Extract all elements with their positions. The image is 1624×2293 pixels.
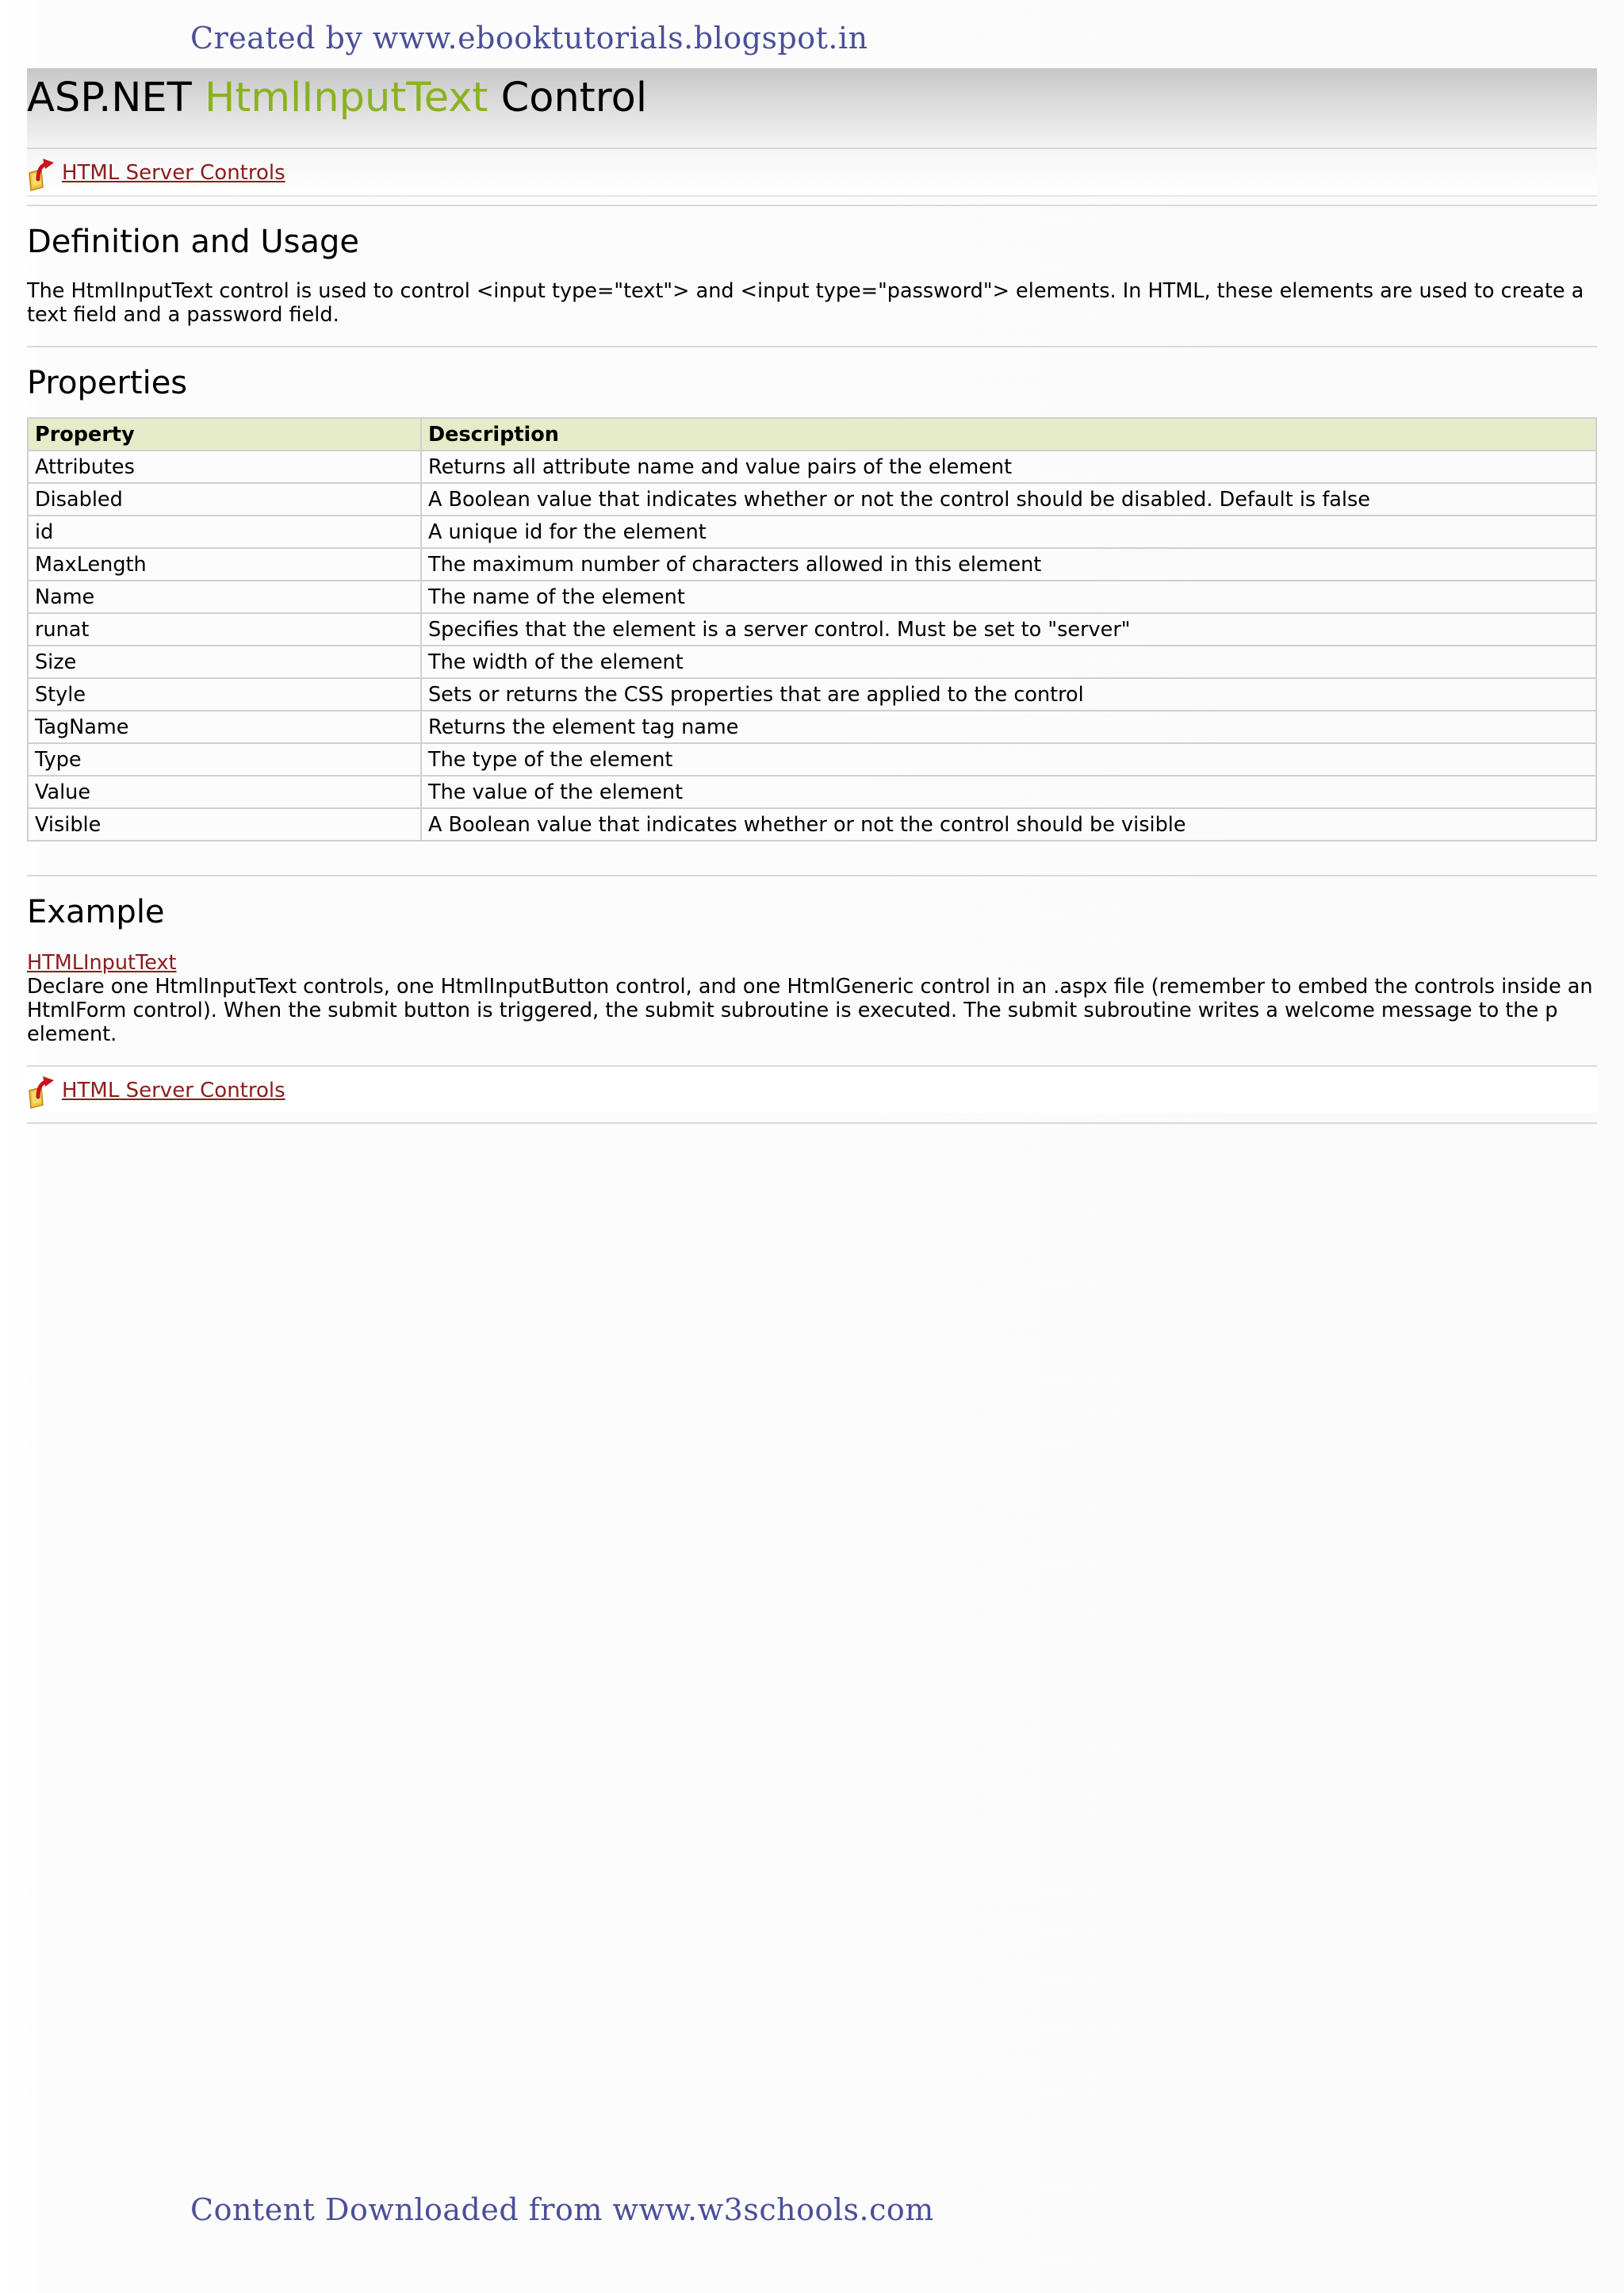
- divider: [27, 1122, 1597, 1124]
- properties-heading: Properties: [27, 365, 188, 401]
- table-row: [28, 483, 1596, 516]
- property-description: Specifies that the element is a server control. Must be set to "server": [421, 613, 1596, 646]
- title-accent: HtmlInputText: [205, 75, 488, 121]
- property-description: Sets or returns the CSS properties that are applied to the control: [421, 678, 1596, 711]
- table-row: [28, 548, 1596, 581]
- table-row: [28, 516, 1596, 548]
- properties-section: [27, 347, 1597, 842]
- table-row: [28, 743, 1596, 776]
- property-name: Disabled: [28, 483, 421, 516]
- table-row: [28, 808, 1596, 841]
- property-description: Returns all attribute name and value pairs of the element: [421, 451, 1596, 483]
- watermark-bottom: Content Downloaded from www.w3schools.com: [190, 2192, 934, 2227]
- property-description: The width of the element: [421, 646, 1596, 678]
- table-header-row: [28, 418, 1596, 451]
- watermark-top: Created by www.ebooktutorials.blogspot.in: [190, 21, 868, 56]
- nav-row-top: [27, 149, 1597, 197]
- property-name: TagName: [28, 711, 421, 743]
- property-name: Size: [28, 646, 421, 678]
- table-row: [28, 646, 1596, 678]
- nav-row-bottom: [27, 1067, 1597, 1113]
- title-bar: [27, 68, 1597, 149]
- example-section: [27, 876, 1597, 1046]
- property-name: Name: [28, 581, 421, 613]
- title-suffix: Control: [488, 75, 648, 121]
- property-name: Value: [28, 776, 421, 808]
- definition-heading: Definition and Usage: [27, 224, 360, 260]
- page-title: [27, 75, 647, 121]
- table-row: [28, 613, 1596, 646]
- example-link[interactable]: HTMLInputText: [27, 951, 177, 975]
- html-server-controls-link[interactable]: HTML Server Controls: [62, 161, 285, 185]
- table-row: [28, 776, 1596, 808]
- main-content: [27, 68, 1597, 1124]
- title-prefix: ASP.NET: [27, 75, 205, 121]
- table-row: [28, 581, 1596, 613]
- property-name: Visible: [28, 808, 421, 841]
- property-description: A Boolean value that indicates whether or not the control should be disabled. Default is false: [421, 483, 1596, 516]
- folder-up-icon[interactable]: [27, 1073, 60, 1110]
- definition-section: [27, 206, 1597, 327]
- property-description: The name of the element: [421, 581, 1596, 613]
- property-description: A Boolean value that indicates whether or not the control should be visible: [421, 808, 1596, 841]
- example-text: Declare one HtmlInputText controls, one HtmlInputButton control, and one HtmlGeneric control in an .aspx file (remember to embed the controls inside an HtmlForm control). When the submit button is triggered, the submit subroutine is executed. The submit subroutine writes a welcome message to the p element.: [27, 975, 1593, 1046]
- folder-up-icon[interactable]: [27, 155, 60, 192]
- properties-table: [27, 417, 1597, 842]
- property-description: The type of the element: [421, 743, 1596, 776]
- table-row: [28, 678, 1596, 711]
- column-header-description: Description: [421, 418, 1596, 451]
- property-description: Returns the element tag name: [421, 711, 1596, 743]
- property-name: Style: [28, 678, 421, 711]
- table-row: [28, 451, 1596, 483]
- property-description: A unique id for the element: [421, 516, 1596, 548]
- property-name: runat: [28, 613, 421, 646]
- property-name: Attributes: [28, 451, 421, 483]
- definition-text: The HtmlInputText control is used to control <input type="text"> and <input type="password"> elements. In HTML, these elements are used to create a text field and a password field.: [27, 279, 1584, 327]
- property-description: The value of the element: [421, 776, 1596, 808]
- table-row: [28, 711, 1596, 743]
- html-server-controls-link[interactable]: HTML Server Controls: [62, 1079, 285, 1102]
- property-name: Type: [28, 743, 421, 776]
- property-name: id: [28, 516, 421, 548]
- property-name: MaxLength: [28, 548, 421, 581]
- example-heading: Example: [27, 894, 165, 930]
- property-description: The maximum number of characters allowed in this element: [421, 548, 1596, 581]
- column-header-property: Property: [28, 418, 421, 451]
